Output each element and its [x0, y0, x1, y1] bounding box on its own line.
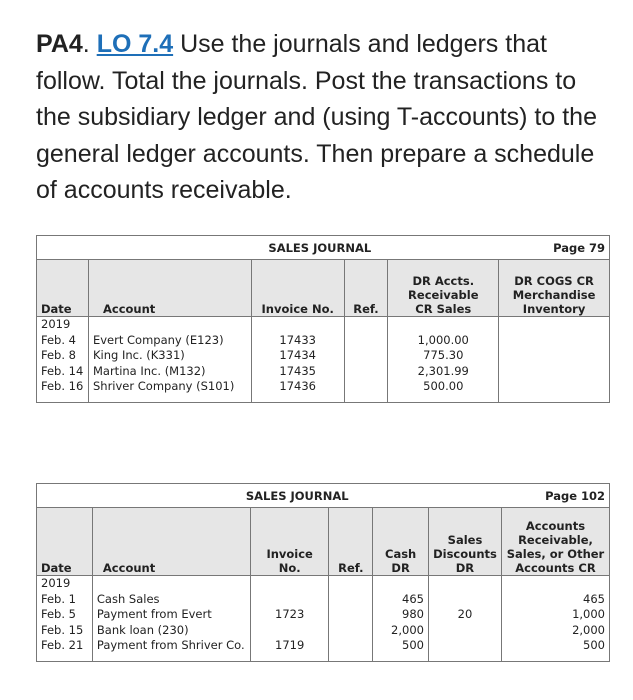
- invoice-column-cell: 1723 1719: [250, 576, 329, 662]
- col-date: Date: [37, 260, 89, 317]
- cogs-column-cell: [499, 317, 610, 403]
- col-dr-accounts-receivable: DR Accts. Receivable CR Sales: [388, 260, 499, 317]
- col-accounts-receivable-cr: Accounts Receivable, Sales, or Other Accounts CR: [501, 508, 609, 576]
- discount-column-cell: 20: [428, 576, 501, 662]
- table-row: Payment from Evert: [96, 607, 212, 621]
- ref-column-cell: [344, 317, 388, 403]
- journal-title: SALES JOURNAL: [268, 240, 372, 255]
- invoice-column-cell: 17433 17434 17435 17436: [251, 317, 344, 403]
- journal-page-number: Page 102: [545, 488, 605, 503]
- col-date: Date: [37, 508, 93, 576]
- problem-text: Use the journals and ledgers that follow. Total the journals. Post the transactions to the subsidiary ledger and (using T-accounts) to the general ledger accounts. Then prepare a schedule of accounts receivable.: [36, 30, 597, 204]
- col-cogs: DR COGS CR Merchandise Inventory: [499, 260, 610, 317]
- col-ref: Ref.: [329, 508, 373, 576]
- col-account: Account: [88, 260, 251, 317]
- journal-title: SALES JOURNAL: [245, 488, 349, 503]
- learning-objective-link[interactable]: LO 7.4: [96, 30, 174, 58]
- table-row: King Inc. (K331): [92, 348, 185, 362]
- problem-code: PA4: [36, 30, 83, 58]
- cash-column-cell: 465 980 2,000 500: [373, 576, 429, 662]
- table-row: Cash Sales: [96, 591, 160, 606]
- table-row: Evert Company (E123): [92, 332, 224, 347]
- date-column-cell: 2019 Feb. 4 Feb. 8 Feb. 14 Feb. 16: [37, 317, 89, 403]
- table-row: Bank loan (230): [96, 622, 189, 637]
- date-column-cell: 2019 Feb. 1 Feb. 5 Feb. 15 Feb. 21: [37, 576, 93, 662]
- table-row: Shriver Company (S101): [92, 379, 235, 393]
- col-invoice: Invoice No.: [251, 260, 344, 317]
- col-invoice: Invoice No.: [250, 508, 329, 576]
- table-row: Martina Inc. (M132): [92, 363, 206, 378]
- col-ref: Ref.: [344, 260, 388, 317]
- ref-column-cell: [329, 576, 373, 662]
- col-account: Account: [92, 508, 250, 576]
- sales-journal-page-79: [36, 235, 610, 403]
- account-column-cell: [92, 576, 250, 662]
- journal-page-number: Page 79: [553, 240, 605, 255]
- account-column-cell: [88, 317, 251, 403]
- table-row: Payment from Shriver Co.: [96, 638, 245, 652]
- ar-column-cell: 465 1,000 2,000 500: [501, 576, 609, 662]
- amount-column-cell: 1,000.00 775.30 2,301.99 500.00: [388, 317, 499, 403]
- sales-journal-page-102: [36, 483, 610, 662]
- problem-statement: [36, 26, 616, 209]
- problem-code-dot: .: [82, 30, 90, 58]
- col-sales-discounts: Sales Discounts DR: [428, 508, 501, 576]
- col-cash-dr: Cash DR: [373, 508, 429, 576]
